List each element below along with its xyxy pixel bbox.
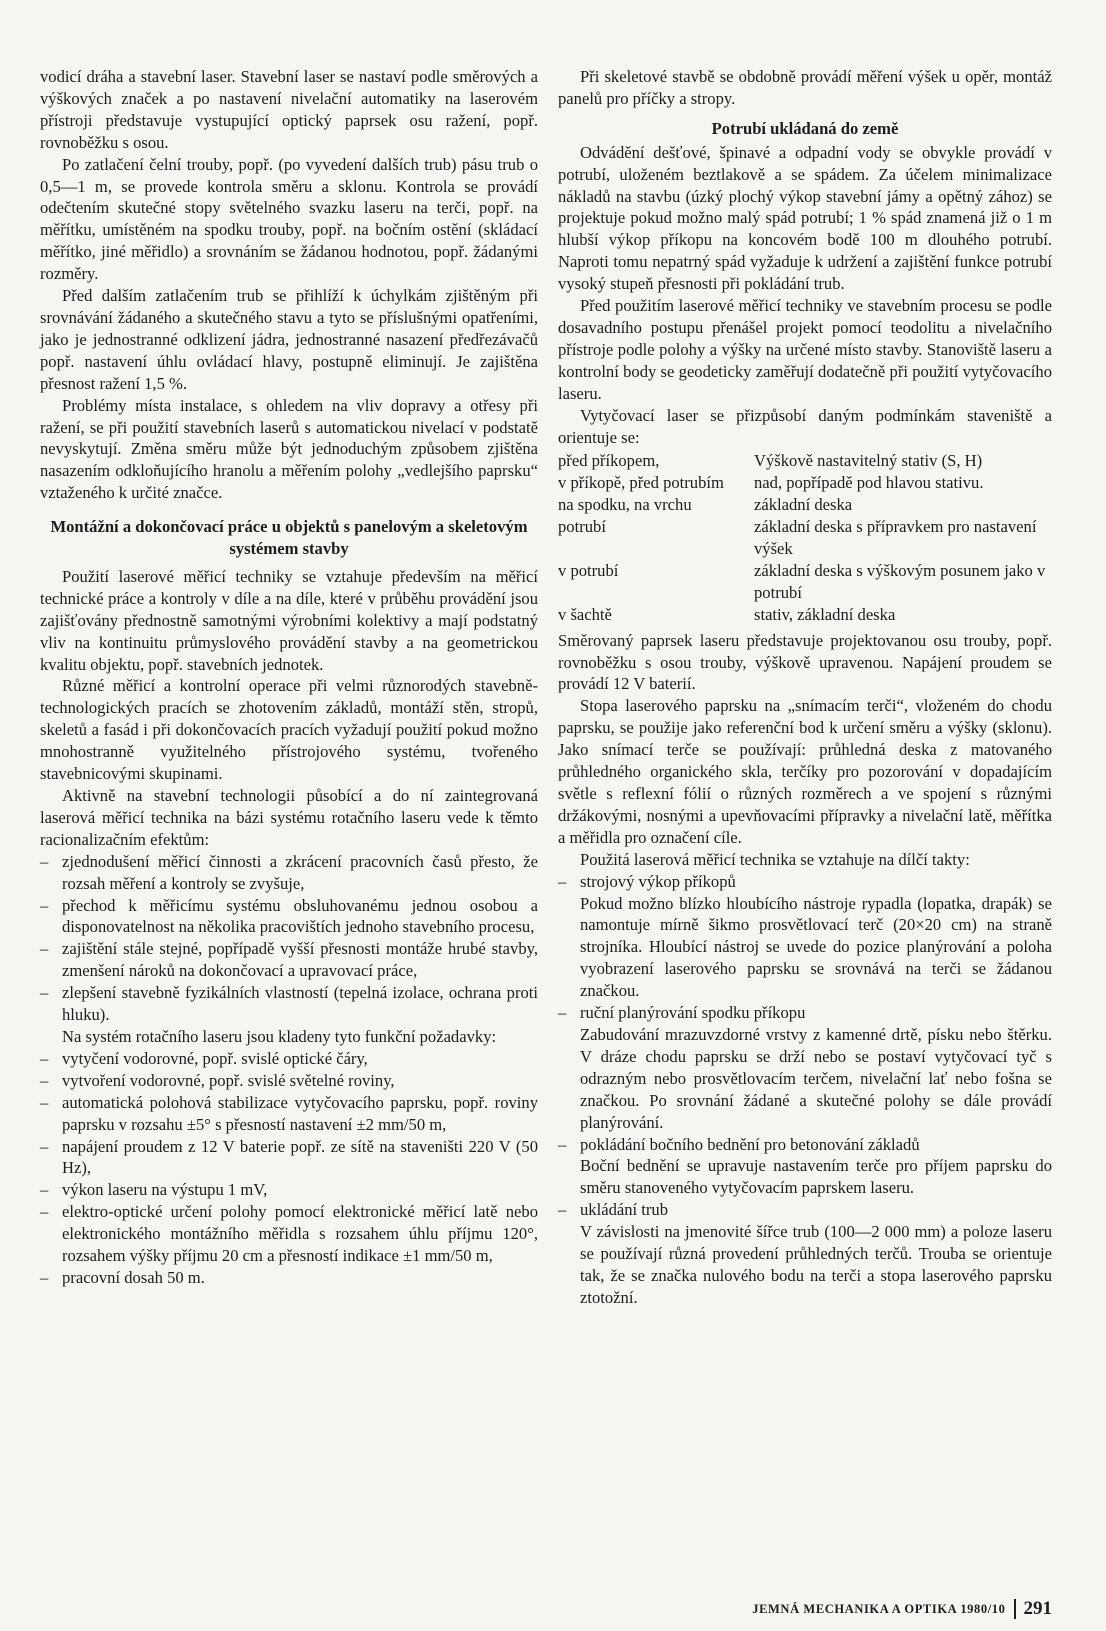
placement-location: před příkopem, <box>558 451 660 471</box>
placement-location: potrubí <box>558 517 606 537</box>
table-row <box>558 494 1052 516</box>
placement-location: v šachtě <box>558 604 612 624</box>
placement-mount: nad, popřípadě pod hlavou stativu. <box>754 473 984 493</box>
list-item: – přechod k měřicímu systému obsluhovanému jednou osobou a disponovatelnost na několika pracovištích jednoho stavebního procesu, <box>40 895 538 939</box>
list-item <box>558 1134 1052 1200</box>
page-footer <box>752 1598 1052 1620</box>
effects-list <box>40 851 538 1026</box>
paragraph: Vytyčovací laser se přizpůsobí daným podmínkám staveniště a orientuje se: <box>558 405 1052 447</box>
list-item <box>558 871 1052 1002</box>
section-heading-potrubi: Potrubí ukládaná do země <box>711 118 899 138</box>
requirements-list <box>40 1048 538 1289</box>
paragraph: Na systém rotačního laseru jsou kladeny tyto funkční požadavky: <box>62 1026 497 1046</box>
paragraph: Stopa laserového paprsku na „snímacím terči“, vloženém do chodu paprsku, se použije jako referenční bod k určení směru a výšky (sklonu). Jako snímací terče se používají: průhledná deska z matovaného průhledného organického skla, terčíky pro pozorování v dopadajícím světle s reflexní fólií o různých rozměrech a ve spojení s různými držákovými, nosnými a upevňovacími přípravky a nivelační latě, měřítka a měřidla pro označení cíle. <box>558 696 1052 847</box>
page-number: 291 <box>1023 1598 1052 1619</box>
placement-location: v potrubí <box>558 560 619 580</box>
list-item: – zjednodušení měřicí činnosti a zkrácení pracovních časů přesto, že rozsah měření a kontroly se zvyšuje, <box>40 851 538 895</box>
list-item: – elektro-optické určení polohy pomocí elektronické měřicí latě nebo elektronického montážního měřidla s rozsahem úhlu příjmu 120°, rozsahem výšky příjmu 20 cm a přesností indikace ±1 mm/50 m, <box>40 1201 538 1267</box>
placement-mount: základní deska s výškovým posunem jako v potrubí <box>754 560 1046 602</box>
placement-mount: stativ, základní deska <box>754 604 896 624</box>
list-item: – automatická polohová stabilizace vytyčovacího paprsku, popř. roviny paprsku v rozsahu ±5° s přesností nastavení ±2 mm/50 m, <box>40 1092 538 1136</box>
placement-mount: základní deska <box>754 495 853 515</box>
table-row <box>558 604 1052 626</box>
paragraph: Odvádění dešťové, špinavé a odpadní vody se obvykle provádí v potrubí, uloženém beztlakově a se spádem. Za účelem minimalizace nákladů na stavbu (úzký plochý výkop stavební jámy a opětný zához) se projektuje pokud možno malý spád potrubí; 1 % spád znamená již o 1 m hlubší výkop příkopu na koncovém bodě 100 m dlouhého potrubí. Naproti tomu nepatrný spád vyžaduje k udržení a zajištění funkce potrubí vysoký stupeň přesnosti při pokládání trub. <box>558 142 1052 294</box>
paragraph: Různé měřicí a kontrolní operace při velmi různorodých stavebně-technologických pracích se zhotovením základů, montáží stěn, stropů, skeletů a fasád i při dokončovacích pracích vyžadují použití pokud možno mnohostranně využitelného přístrojového systému, tvořeného stavebnicovými skupinami. <box>40 676 538 784</box>
placement-mount: Výškově nastavitelný stativ (S, H) <box>754 451 983 471</box>
paragraph: Použitá laserová měřicí technika se vztahuje na dílčí takty: <box>580 849 970 869</box>
placement-location: v příkopě, před potrubím <box>558 473 724 493</box>
tasks-list <box>558 871 1052 1309</box>
table-row <box>558 450 1052 472</box>
task-title: – ukládání trub <box>580 1200 669 1220</box>
placement-location: na spodku, na vrchu <box>558 495 692 515</box>
list-item: – zlepšení stavebně fyzikálních vlastností (tepelná izolace, ochrana proti hluku). <box>40 982 538 1026</box>
footer-divider <box>1014 1599 1016 1619</box>
paragraph: vodicí dráha a stavební laser. Stavební laser se nastaví podle směrových a výškových značek a po nastavení nivelační automatiky na laserovém přístroji představuje vystupující optický paprsek osu ražení, popř. rovnoběžku s osou. <box>40 67 538 152</box>
paragraph: Při skeletové stavbě se obdobně provádí měření výšek u opěr, montáž panelů pro příčky a stropy. <box>558 67 1052 108</box>
list-item <box>558 1002 1052 1133</box>
journal-title: JEMNÁ MECHANIKA A OPTIKA 1980/10 <box>752 1601 1006 1616</box>
laser-placement-table <box>558 450 1052 625</box>
list-item: – pracovní dosah 50 m. <box>40 1267 538 1289</box>
paragraph: Problémy místa instalace, s ohledem na vliv dopravy a otřesy při ražení, se při použití stavebních laserů s automatickou nivelací v podstatě nevyskytují. Změna směru může být jednoduchým způsobem zjištěna nasazením odkloňujícího hranolu a měřením polohy „vedlejšího paprsku“ vztaženého k určité značce. <box>40 395 538 503</box>
task-description: Zabudování mrazuvzdorné vrstvy z kamenné drtě, písku nebo štěrku. V dráze chodu paprsku se drží nebo se postaví vytyčovací tyč s odrazným nebo prosvětlovacím terčem, nivelační lať nebo fošna se značkou. Po srovnání žádané a skutečné polohy se dále provádí planýrování. <box>580 1024 1052 1132</box>
task-description: V závislosti na jmenovité šířce trub (100—2 000 mm) a poloze laseru se používají různá provedení průhledných terčů. Trouba se orientuje tak, že se značka nulového bodu na terči a stopa laserového paprsku ztotožní. <box>580 1222 1052 1307</box>
paragraph: Před dalším zatlačením trub se přihlíží k úchylkám zjištěným při srovnávání žádaného a skutečného stavu a tyto se příslušnými opatřeními, jako je jednostranné odklizení jádra, jednostranné nasazení předřezávačů popř. nastavení úhlu ovládací hlavy, postupně eliminují. Je zajištěna přesnost ražení 1,5 %. <box>40 286 538 393</box>
table-row <box>558 472 1052 494</box>
list-item: – vytvoření vodorovné, popř. svislé světelné roviny, <box>40 1070 538 1092</box>
table-row <box>558 516 1052 560</box>
task-title: – ruční planýrování spodku příkopu <box>580 1003 806 1023</box>
paragraph: Směrovaný paprsek laseru představuje projektovanou osu trouby, popř. rovnoběžku s osou trouby, výškově upravenou. Napájení proudem se provádí 12 V baterií. <box>558 630 1052 694</box>
right-column <box>558 66 1052 1309</box>
task-description: Boční bednění se upravuje nastavením terče pro příjem paprsku do směru stanoveného vytyčovacím paprskem laseru. <box>580 1156 1052 1198</box>
paragraph: Aktivně na stavební technologii působící a do ní zaintegrovaná laserová měřicí technika na bázi systému rotačního laseru vede k těmto racionalizačním efektům: <box>40 786 538 849</box>
section-heading-montazni: Montážní a dokončovací práce u objektů s panelovým a skeletovým systémem stavby <box>50 517 528 559</box>
task-description: Pokud možno blízko hloubícího nástroje rypadla (lopatka, drapák) se namontuje mírně šikmo prosvětlovací terč (20×20 cm) na straně strojníka. Hloubící nástroj se uvede do pozice planýrování a poloha vyobrazení laserového paprsku se srovnává na terči se žádanou značkou. <box>580 893 1052 1001</box>
list-item: – napájení proudem z 12 V baterie popř. ze sítě na staveništi 220 V (50 Hz), <box>40 1136 538 1180</box>
list-item: – vytyčení vodorovné, popř. svislé optické čáry, <box>40 1048 538 1070</box>
list-item: – zajištění stále stejné, popřípadě vyšší přesnosti montáže hrubé stavby, zmenšení nároků na dokončovací a upravovací práce, <box>40 938 538 982</box>
list-item <box>558 1199 1052 1309</box>
left-column <box>40 66 538 1289</box>
placement-mount: základní deska s přípravkem pro nastavení výšek <box>754 517 1037 559</box>
task-title: – pokládání bočního bednění pro betonování základů <box>580 1134 920 1154</box>
paragraph: Po zatlačení čelní trouby, popř. (po vyvedení dalších trub) pásu trub o 0,5—1 m, se provede kontrola směru a sklonu. Kontrola se provádí odečtením skutečné stopy světelného svazku laseru na terči, popř. na měřítku, umístěném na spodku trouby, popř. na bočním ostění (skládací měřítko, jiné měřidlo) a srovnáním se žádanou hodnotou, popř. žádanými rozměry. <box>40 154 538 284</box>
list-item: – výkon laseru na výstupu 1 mV, <box>40 1179 538 1201</box>
table-row <box>558 560 1052 604</box>
task-title: – strojový výkop příkopů <box>580 871 736 891</box>
paragraph: Před použitím laserové měřicí techniky ve stavebním procesu se podle dosavadního postupu přenášel projekt pomocí teodolitu a nivelačního přístroje podle polohy a výšky na určené místo stavby. Stanoviště laseru a kontrolní body se geodeticky zaměřují dodatečně při použití vytyčovacího laseru. <box>558 296 1052 403</box>
paragraph: Použití laserové měřicí techniky se vztahuje především na měřicí technické práce a kontroly v díle a na díle, které v průběhu provádění jsou zajišťovány přednostně samotnými výrobními kolektivy a mají podstatný vliv na kontinuitu průmyslového provádění stavby a na geometrickou kvalitu objektu, popř. stavebních jednotek. <box>40 566 538 674</box>
